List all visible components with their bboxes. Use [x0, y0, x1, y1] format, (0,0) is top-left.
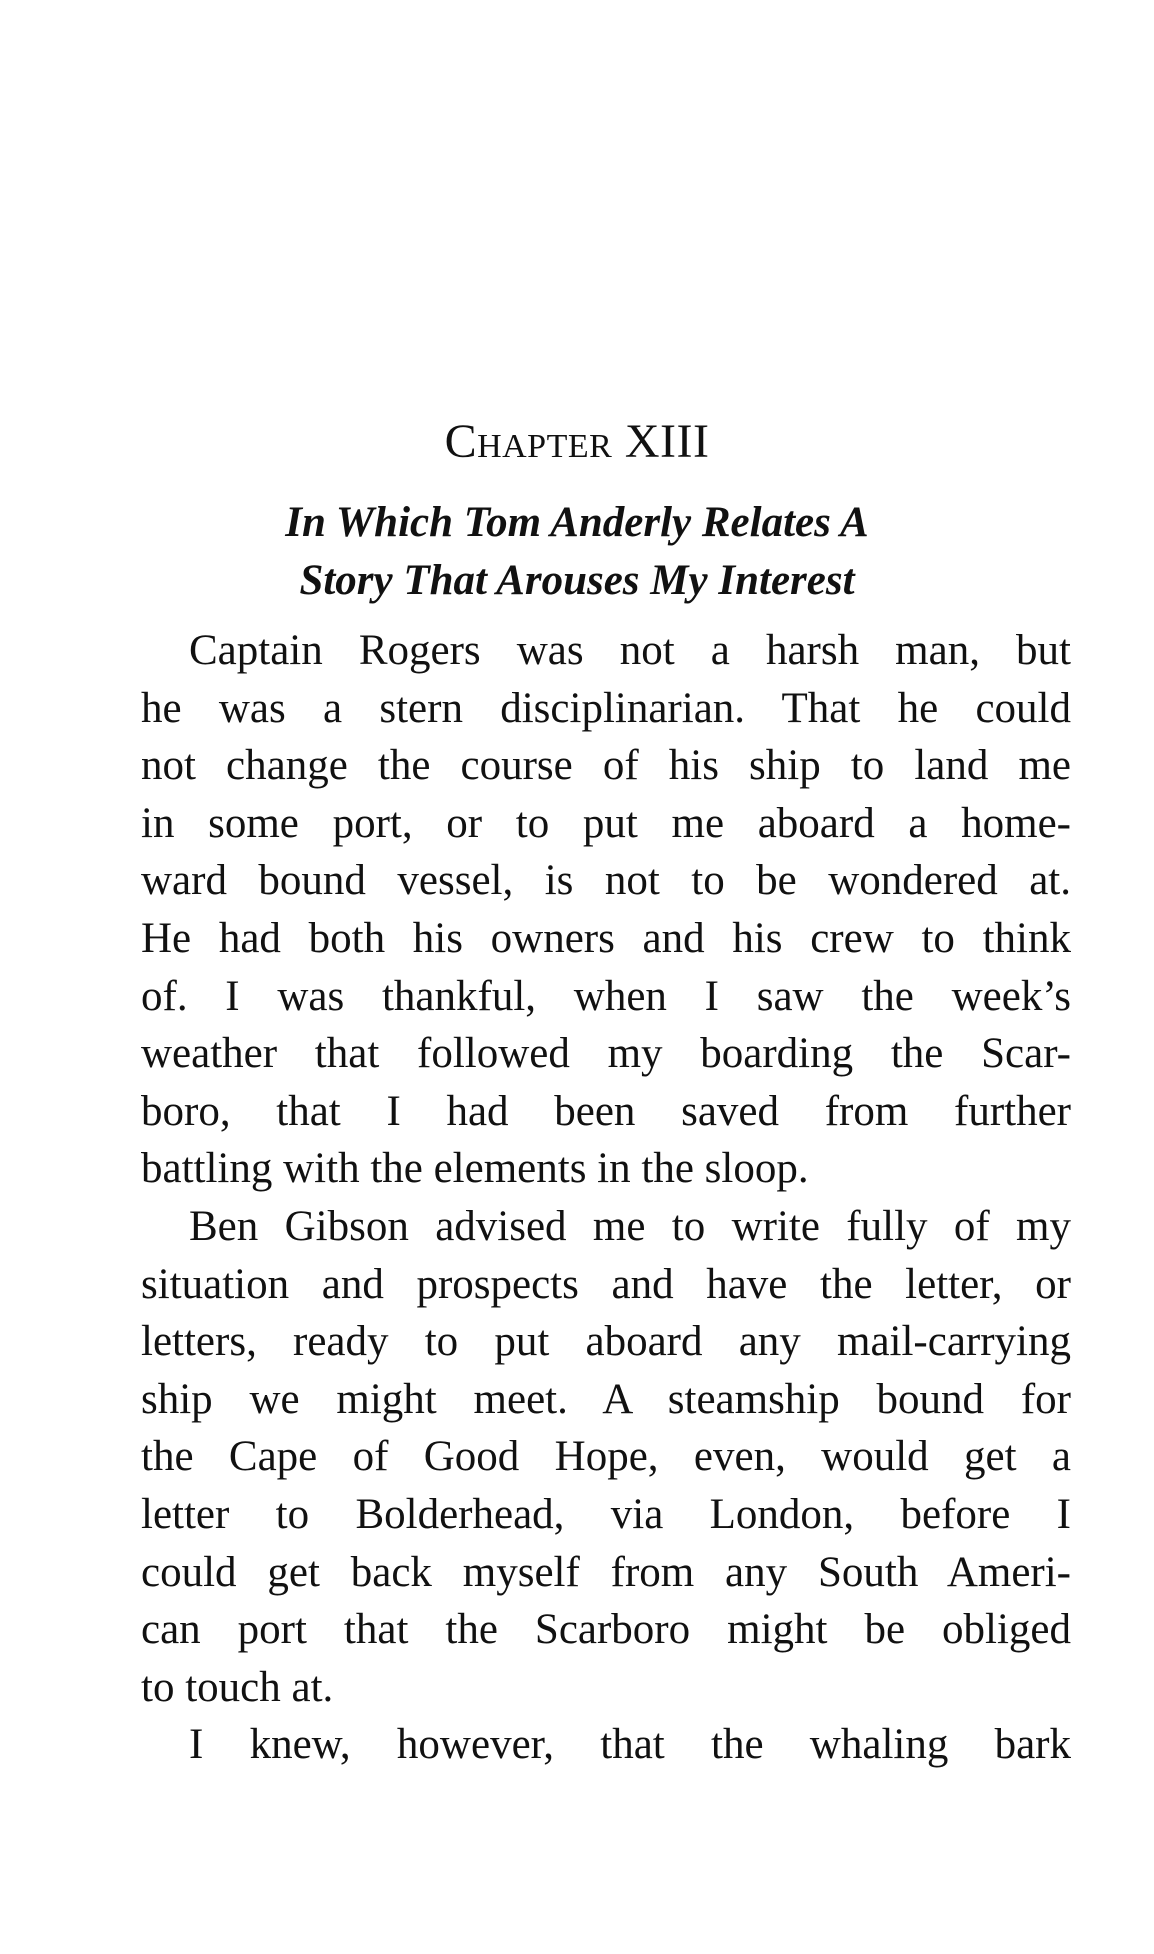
text-line: I knew, however, that the whaling bark: [189, 1721, 1071, 1769]
text-line: the Cape of Good Hope, even, would get a: [141, 1433, 1071, 1481]
text-line: battling with the elements in the sloop.: [141, 1145, 809, 1193]
chapter-subtitle: [0, 494, 1154, 610]
subtitle-line-2: Story That Arouses My Interest: [299, 557, 855, 604]
chapter-label: Chapter: [444, 415, 613, 468]
paragraph-3: [93, 1716, 1071, 1774]
text-line: letters, ready to put aboard any mail-carrying: [141, 1318, 1071, 1366]
subtitle-line-1: In Which Tom Anderly Relates A: [285, 499, 869, 546]
paragraph-2: [93, 1198, 1071, 1716]
text-line: in some port, or to put me aboard a home-: [141, 799, 1071, 847]
text-line: of. I was thankful, when I saw the week’s: [141, 972, 1071, 1020]
text-line: weather that followed my boarding the Scar-: [141, 1030, 1071, 1078]
text-line: not change the course of his ship to land me: [141, 742, 1071, 790]
text-line: boro, that I had been saved from further: [141, 1087, 1071, 1135]
text-line: Ben Gibson advised me to write fully of my: [189, 1202, 1071, 1250]
text-line: he was a stern disciplinarian. That he could: [141, 684, 1071, 732]
chapter-number: XIII: [624, 415, 710, 468]
paragraph-1: [93, 622, 1071, 1198]
text-line: could get back myself from any South Ameri-: [141, 1548, 1071, 1596]
text-line: ship we might meet. A steamship bound for: [141, 1375, 1071, 1423]
text-line: to touch at.: [141, 1663, 334, 1711]
text-line: situation and prospects and have the letter, or: [141, 1260, 1071, 1308]
text-line: He had both his owners and his crew to think: [141, 914, 1071, 962]
text-line: ward bound vessel, is not to be wondered at.: [141, 857, 1071, 905]
text-line: letter to Bolderhead, via London, before I: [141, 1490, 1071, 1538]
body-text: [93, 622, 1071, 1774]
text-line: Captain Rogers was not a harsh man, but: [189, 627, 1071, 674]
chapter-heading: [0, 414, 1154, 470]
text-line: can port that the Scarboro might be obliged: [141, 1606, 1071, 1654]
